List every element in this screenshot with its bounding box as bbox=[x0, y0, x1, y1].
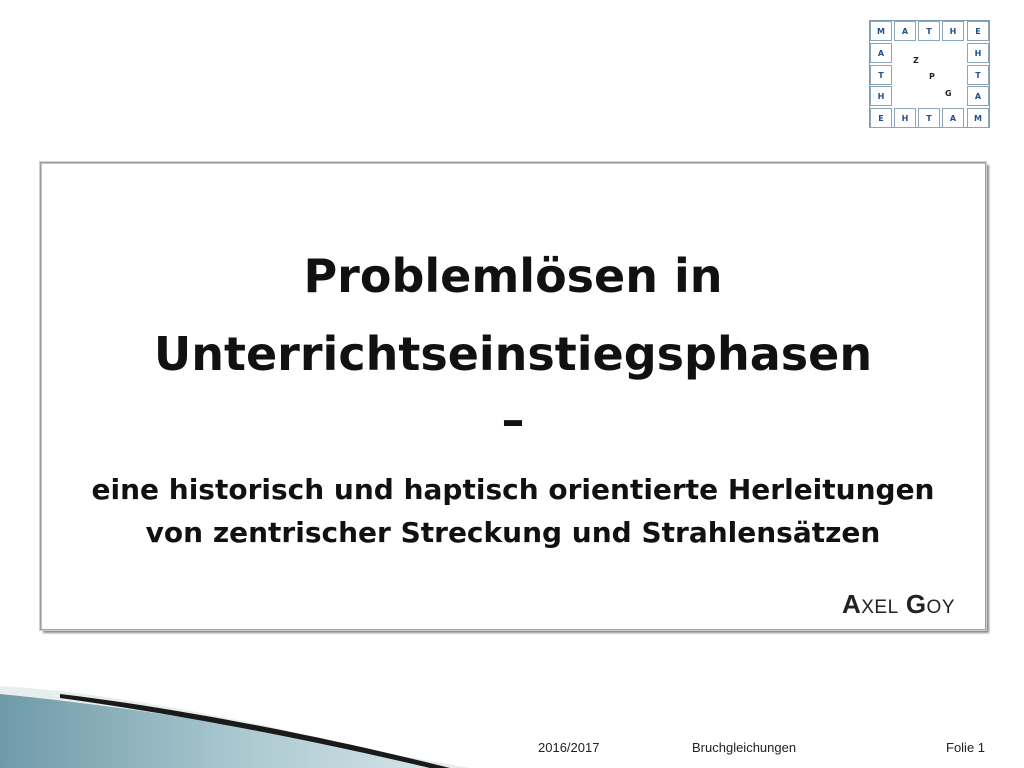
logo-cell: A bbox=[894, 21, 916, 41]
logo-inner-letter: P bbox=[929, 72, 935, 81]
slide-title-line-1: Problemlösen in bbox=[303, 249, 723, 303]
footer-title: Bruchgleichungen bbox=[692, 740, 797, 755]
logo-cell: T bbox=[967, 65, 989, 85]
author-first-initial: A bbox=[841, 589, 862, 619]
author-name bbox=[842, 589, 955, 620]
logo-inner-letter: Z bbox=[913, 56, 919, 65]
author-first-rest: XEL bbox=[861, 597, 899, 618]
mathe-logo bbox=[869, 20, 990, 128]
logo-cell: H bbox=[894, 108, 916, 128]
footer-slide-number: Folie 1 bbox=[946, 740, 986, 755]
slide-subtitle-line-2: von zentrischer Streckung und Strahlensätzen bbox=[145, 516, 881, 549]
logo-cell: M bbox=[967, 108, 989, 128]
logo-cell: T bbox=[870, 65, 892, 85]
slide-subtitle-line-1: eine historisch und haptisch orientierte Herleitungen bbox=[91, 473, 935, 506]
decorative-swoosh bbox=[0, 680, 470, 768]
author-last-initial: G bbox=[905, 589, 927, 619]
title-box bbox=[40, 162, 986, 630]
logo-cell: E bbox=[870, 108, 892, 128]
logo-cell: H bbox=[967, 43, 989, 63]
logo-inner-letter: G bbox=[945, 89, 952, 98]
logo-cell: T bbox=[918, 21, 940, 41]
logo-cell: A bbox=[967, 86, 989, 106]
logo-cell: A bbox=[942, 108, 964, 128]
logo-cell: T bbox=[918, 108, 940, 128]
slide-title-line-2: Unterrichtseinstiegsphasen bbox=[153, 327, 873, 381]
logo-cell: A bbox=[870, 43, 892, 63]
logo-cell: H bbox=[870, 86, 892, 106]
footer-year: 2016/2017 bbox=[538, 740, 600, 755]
logo-cell: E bbox=[967, 21, 989, 41]
author-last-rest: OY bbox=[926, 597, 955, 618]
slide-title-dash: – bbox=[501, 393, 525, 447]
logo-cell: M bbox=[870, 21, 892, 41]
logo-cell: H bbox=[942, 21, 964, 41]
